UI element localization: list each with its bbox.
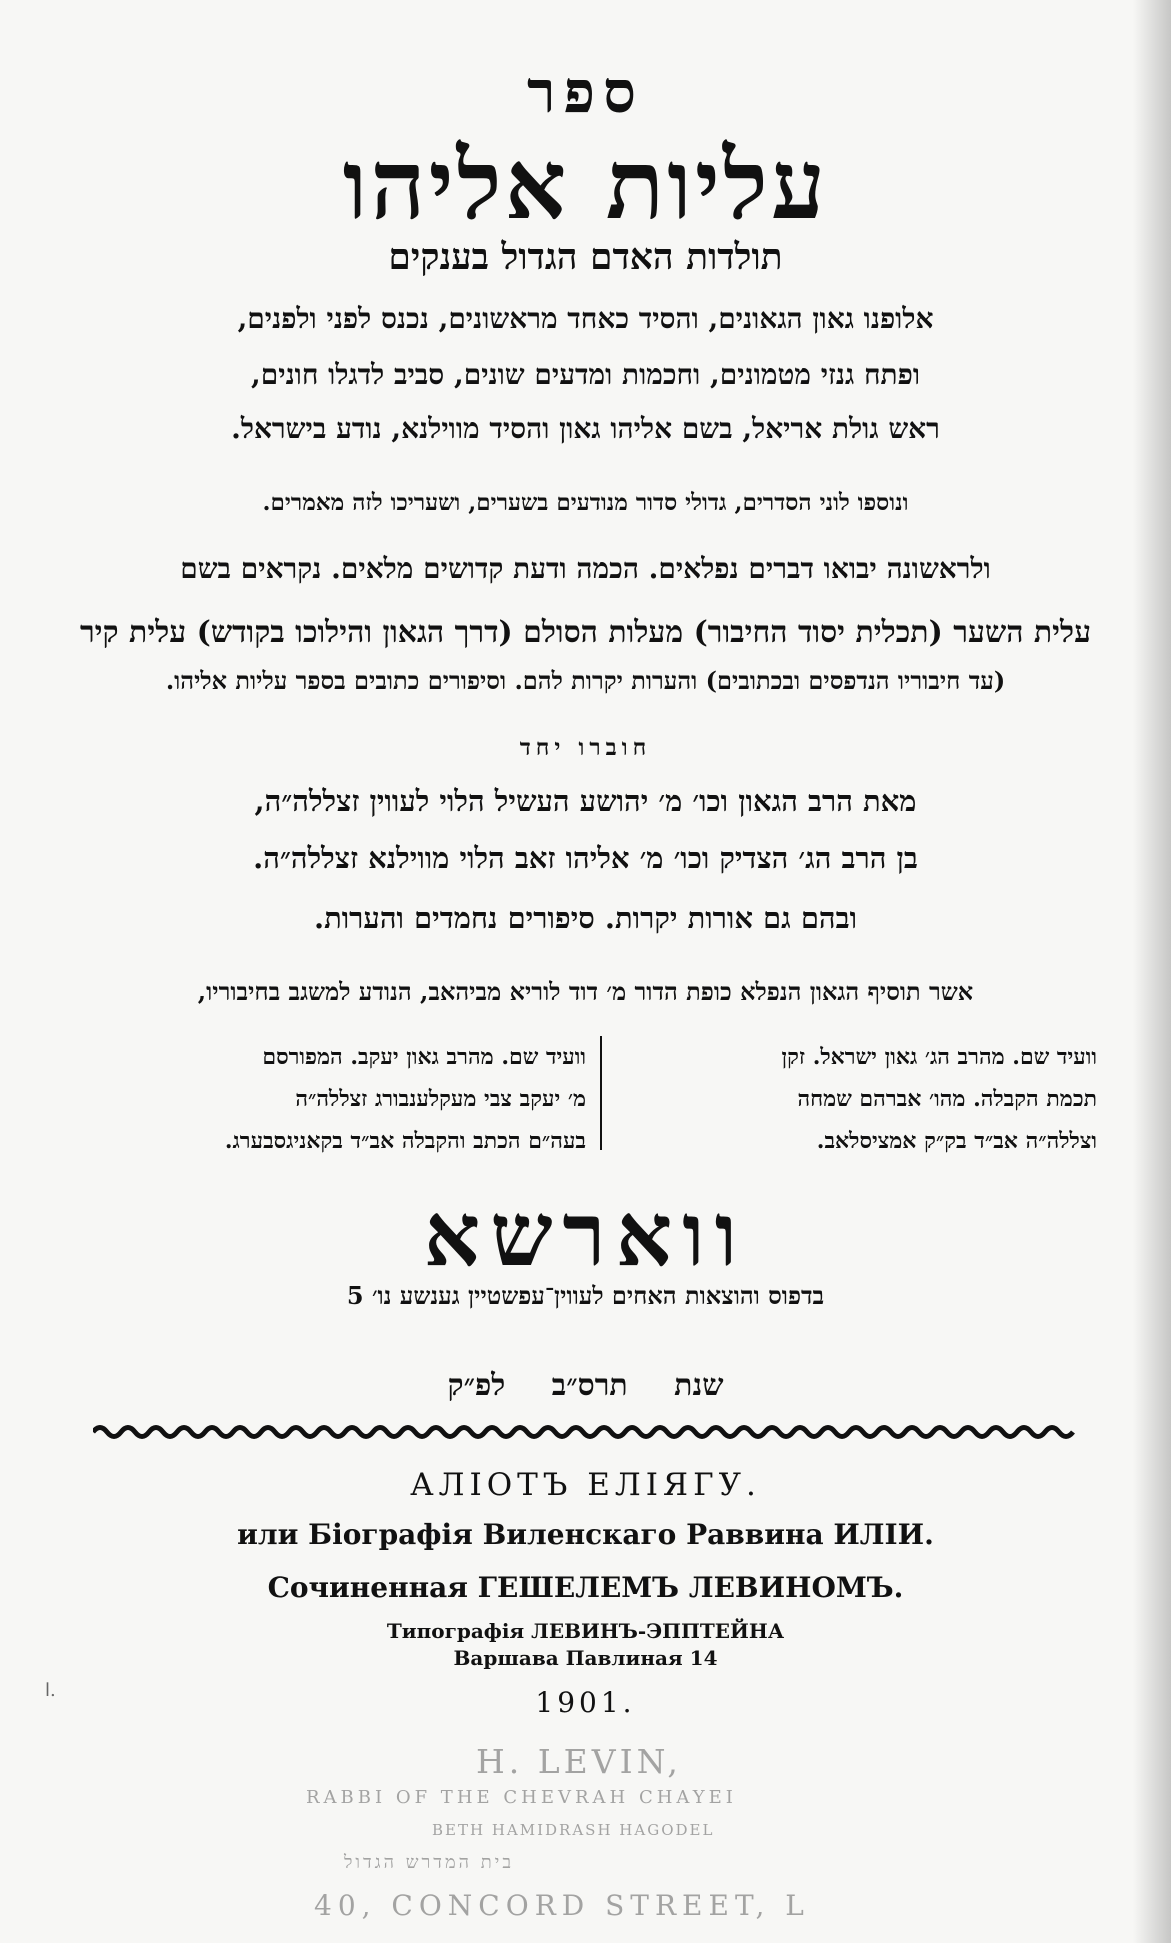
main-title: עליות אליהו	[342, 128, 829, 241]
russian-year: 1901.	[535, 1686, 636, 1719]
russian-subtitle: или Біографія Виленскаго Раввина ИЛІИ.	[237, 1518, 934, 1551]
stamp-line-3: בית המדרש הגדול	[344, 1852, 515, 1873]
intro-line-1: אלופנו גאון הגאונים, והסיד כאחד מראשונים, נכנס לפני ולפנים,	[237, 302, 934, 335]
approbation-right-line-2: תכמת הקבלה. מהו׳ אברהם שמחה	[797, 1086, 1097, 1112]
printer-line: בדפוס והוצאות האחים לעווין־עפשטיין גענשע נו׳ 5	[346, 1281, 825, 1310]
russian-author: Сочиненная ГЕШЕЛЕМЪ ЛЕВИНОМЪ.	[267, 1571, 904, 1604]
margin-mark: ا.	[45, 1680, 56, 1701]
author-line-3: ובהם גם אורות יקרות. סיפורים נחמדים והערות.	[313, 901, 857, 935]
russian-title: АЛІОТЪ ЕЛІЯГУ.	[410, 1467, 761, 1503]
approbation-left-line-1: וועיד שם. מהרב גאון יעקב. המפורסם	[262, 1044, 586, 1070]
stamp-line-1: RABBI OF THE CHEVRAH CHAYEI	[306, 1787, 737, 1808]
approbation-right-line-3: וצללה״ה אב״ד בק״ק אמציסלאב.	[816, 1128, 1097, 1154]
stamp-name: H. LEVIN,	[476, 1742, 682, 1781]
russian-printer: Типографія ЛЕВИНЪ-ЭППТЕЙНА	[386, 1619, 785, 1643]
intro-line-5: ולראשונה יבואו דברים נפלאים. הכמה ודעת קדושים מלאים. נקראים בשם	[180, 552, 991, 585]
wavy-rule	[93, 1421, 1078, 1443]
russian-address: Варшава Павлиная 14	[453, 1646, 718, 1670]
owner-stamp	[306, 1742, 826, 1922]
author-line-4: אשר תוסיף הגאון הנפלא כופת הדור מ׳ דוד לוריא מביהאב, הנודע למשגב בחיבוריו,	[197, 977, 974, 1006]
intro-line-6: עלית השער (תכלית יסוד החיבור) מעלות הסולם (דרך הגאון והילוכו בקודש) עלית קיר	[79, 615, 1092, 650]
city-title: ווארשא	[423, 1182, 748, 1286]
intro-line-7: (עד חיבוריו הנדפסים ובכתובים) והערות יקרות להם. וסיפורים כתובים בספר עליות אליהו.	[165, 666, 1006, 695]
hebrew-year: שנת תרס״ב לפ״ק	[447, 1368, 724, 1403]
intro-line-3: ראש גולת אריאל, בשם אליהו גאון והסיד מווילנא, נודע בישראל.	[231, 412, 940, 445]
intro-line-2: ופתח גנזי מטמונים, וחכמות ומדעים שונים, סביב לדגלו חונים,	[251, 358, 920, 391]
stamp-line-2: BETH HAMIDRASH HAGODEL	[432, 1821, 715, 1839]
sefer-heading: ספר	[526, 58, 645, 126]
author-line-2: בן הרב הג׳ הצדיק וכו׳ מ׳ אליהו זאב הלוי מווילנא זצללה״ה.	[253, 841, 918, 875]
author-line-1: מאת הרב הגאון וכו׳ מ׳ יהושע העשיל הלוי לעווין זצללה״ה,	[254, 784, 917, 818]
approbation-left-line-3: בעה״ם הכתב והקבלה אב״ד בקאניגסבערג.	[224, 1128, 586, 1154]
approbation-left-line-2: מ׳ יעקב צבי מעקלענבורג זצללה״ה	[295, 1086, 586, 1112]
approbation-right-line-1: וועיד שם. מהרב הג׳ גאון ישראל. זקן	[781, 1044, 1097, 1070]
stamp-address: 40, CONCORD STREET, L	[314, 1889, 810, 1922]
intro-line-4: ונוספו לוני הסדרים, גדולי סדור מנודעים בשערים, ושעריכו לזה מאמרים.	[262, 489, 909, 516]
approbation-right	[592, 1036, 1097, 1162]
column-divider	[600, 1036, 602, 1150]
joined-together-heading: חוברו יחד	[519, 734, 652, 761]
approbation-left	[86, 1036, 586, 1162]
subtitle: תולדות האדם הגדול בענקים	[388, 236, 783, 278]
